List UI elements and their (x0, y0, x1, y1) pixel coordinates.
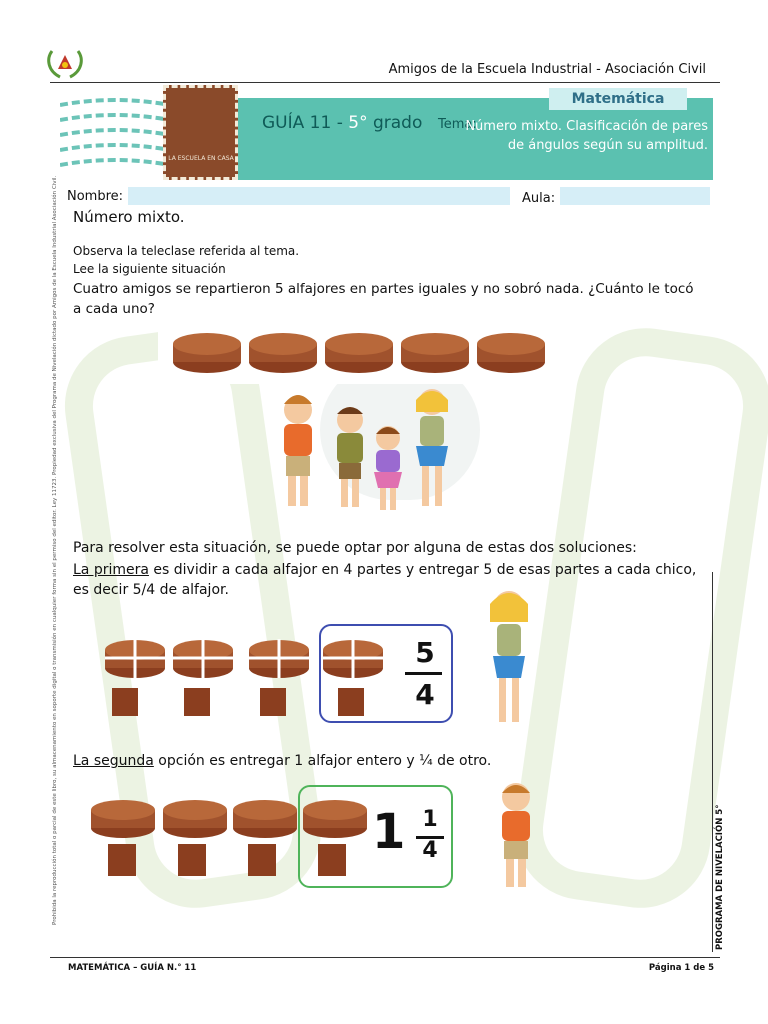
children-illustration (270, 380, 460, 525)
stamp-text: LA ESCUELA EN CASA (168, 155, 234, 162)
program-label-text: PROGRAMA DE NIVELACIÓN 5° (715, 804, 725, 950)
copyright-side-note (52, 115, 64, 925)
fraction2-numerator: 1 (422, 807, 438, 832)
alfajor-icon (172, 330, 242, 374)
footer-divider (50, 957, 720, 958)
aula-field[interactable] (560, 187, 710, 205)
girl-illustration (478, 582, 540, 732)
first-solution (73, 560, 705, 600)
instruction-2: Lee la siguiente situación (73, 262, 226, 276)
aula-label: Aula: (522, 191, 556, 206)
footer-guide-id: MATEMÁTICA – GUÍA N.° 11 (68, 963, 197, 973)
alfajores-row (158, 322, 560, 384)
guide-title (262, 113, 422, 133)
nombre-label: Nombre: (67, 189, 124, 204)
fraction1-bar (405, 672, 442, 675)
copyright-text: Prohibida la reproducción total o parcial de este libro, su almacenamiento en soporte digital o transmisión en cualquier forma sin el permiso del editor. Ley 11723. Propiedad exclusiva del Programa de Nivelación dictado por Amigos de la Escuela Industrial Asociación Civil. (52, 175, 58, 925)
laurel-logo-icon (44, 45, 86, 81)
guide-prefix: GUÍA 11 - (262, 113, 349, 133)
solutions-intro: Para resolver esta situación, se puede optar por alguna de estas dos soluciones: (73, 540, 637, 556)
organization-name: Amigos de la Escuela Industrial - Asociación Civil (388, 62, 706, 77)
fraction1-denominator: 4 (415, 678, 435, 711)
subject-tag: Matemática (549, 88, 687, 110)
footer-page-number: Página 1 de 5 (648, 963, 714, 973)
section-title: Número mixto. (73, 208, 185, 226)
second-solution-label: La segunda (73, 753, 154, 769)
topic-label: Tema: (438, 117, 477, 132)
alfajor-icon (476, 330, 546, 374)
program-side-label (712, 572, 731, 952)
fraction2-denominator: 4 (422, 838, 438, 863)
boy-illustration (488, 775, 544, 893)
alfajor-icon (400, 330, 470, 374)
alfajor-icon (248, 330, 318, 374)
first-solution-text: es dividir a cada alfajor en 4 partes y entregar 5 de esas partes a cada chico, es decir 5/4 de alfajor. (73, 562, 697, 598)
topic-text: Número mixto. Clasificación de pares de ángulos según su amplitud. (465, 119, 708, 153)
divided-alfajor-icon (105, 639, 165, 716)
mixed-number-whole: 1 (372, 804, 406, 860)
instruction-1: Observa la teleclase referida al tema. (73, 244, 300, 258)
school-stamp-icon (163, 85, 238, 180)
guide-suffix: grado (367, 113, 423, 133)
first-solution-label: La primera (73, 562, 149, 578)
guide-grade: 5° (348, 113, 368, 133)
second-solution (73, 753, 491, 769)
second-solution-text: opción es entregar 1 alfajor entero y ¼ de otro. (153, 753, 492, 769)
alfajor-icon (324, 330, 394, 374)
fraction1-numerator: 5 (415, 636, 435, 669)
header-divider (50, 82, 720, 83)
nombre-field[interactable] (128, 187, 510, 205)
problem-statement: Cuatro amigos se repartieron 5 alfajores en partes iguales y no sobró nada. ¿Cuánto le tocó a cada uno? (73, 281, 694, 317)
stamp-postmark-lines (60, 95, 170, 180)
